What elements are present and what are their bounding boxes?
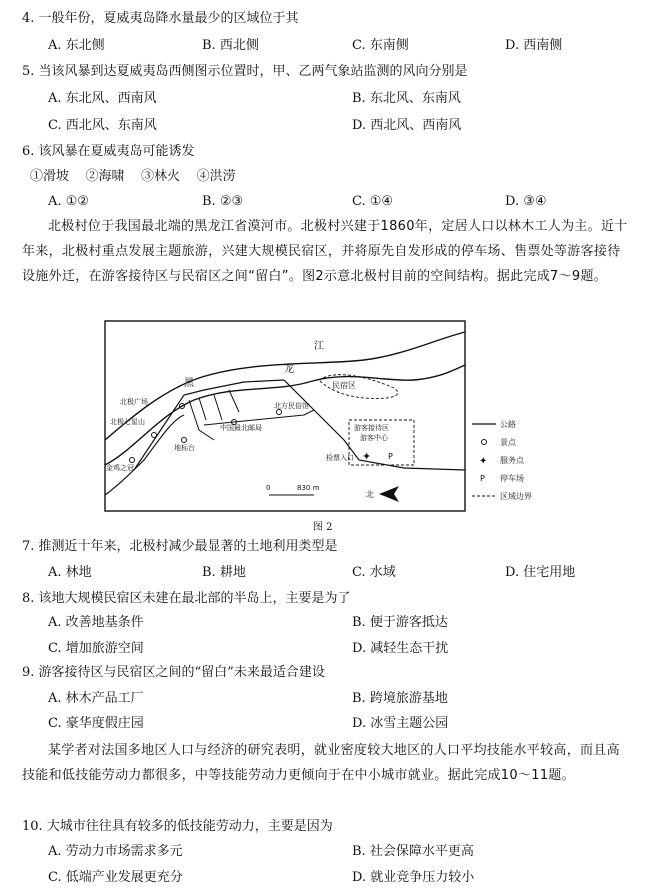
q4-option-c: C. 东南侧	[352, 38, 409, 53]
label-youke: 游客接待区	[354, 424, 389, 432]
q10-option-b: B. 社会保障水平更高	[352, 844, 474, 859]
q5-option-c: C. 西北风、东南风	[48, 118, 157, 133]
map-caption: 图 2	[313, 522, 333, 533]
q8-option-b: B. 便于游客抵达	[352, 615, 448, 630]
spot-minsuguan	[277, 410, 282, 415]
service-point-icon: ✦	[362, 450, 372, 463]
label-parking: P	[388, 452, 393, 461]
spot-dibiao	[182, 438, 187, 443]
q7-stem: 7. 推测近十年来，北极村减少最显著的土地利用类型是	[22, 539, 338, 554]
q5-option-d: D. 西北风、西南风	[352, 118, 462, 133]
q9-option-c: C. 豪华度假庄园	[48, 716, 144, 731]
label-guangchang: 北极广场	[120, 398, 148, 406]
label-dibiao: 地标台	[174, 444, 195, 452]
label-jinji: 金鸡之冠	[106, 464, 134, 472]
north-arrow-icon	[379, 486, 399, 502]
q4-option-d: D. 西南侧	[505, 38, 563, 53]
q6-stem: 6. 该风暴在夏威夷岛可能诱发	[22, 144, 195, 159]
q10-option-c: C. 低端产业发展更充分	[48, 870, 183, 885]
passage-beiji: 北极村位于我国最北端的黑龙江省漠河市。北极村兴建于1860年，定居人口以林木工人为主。近十年来，北极村重点发展主题旅游，兴建大规模民宿区，并将原先自发形成的停车场、售票处等游客接待设施外迁，在游客接待区与民宿区之间“留白”。图2示意北极村目前的空间结构。据此完成7～9题。	[22, 219, 628, 284]
q8-option-a: A. 改善地基条件	[48, 615, 144, 630]
legend-parking-icon: P	[480, 474, 485, 483]
q7-option-c: C. 水域	[352, 565, 396, 580]
legend-boundary: 区域边界	[500, 492, 532, 501]
road-grid	[189, 390, 239, 440]
q9-stem: 9. 游客接待区与民宿区之间的“留白”未来最适合建设	[22, 665, 325, 680]
north-label: 北	[366, 490, 374, 499]
q4-stem: 4. 一般年份，夏威夷岛降水量最少的区域位于其	[22, 11, 299, 26]
q9-option-d: D. 冰雪主题公园	[352, 716, 449, 731]
legend-service-icon: ✦	[479, 456, 488, 467]
legend-spot-icon	[482, 440, 487, 445]
q7-option-b: B. 耕地	[202, 565, 246, 580]
scale-label: 830 m	[297, 484, 320, 492]
q6-option-b: B. ②③	[202, 194, 244, 209]
q6-option-d: D. ③④	[505, 194, 547, 209]
q4-option-a: A. 东北侧	[48, 38, 105, 53]
q8-option-d: D. 减轻生态干扰	[352, 641, 449, 656]
label-youju: 中国最北邮局	[220, 424, 262, 432]
q10-option-a: A. 劳动力市场需求多元	[48, 844, 183, 859]
q5-option-a: A. 东北风、西南风	[48, 91, 157, 106]
q7-option-a: A. 林地	[48, 565, 92, 580]
label-qixing: 北极七星山	[110, 418, 145, 426]
q6-option-a: A. ①②	[48, 194, 89, 209]
q9-option-b: B. 跨境旅游基地	[352, 691, 448, 706]
q6-items: ①滑坡 ②海啸 ③林火 ④洪涝	[30, 169, 236, 184]
q10-option-d: D. 就业竞争压力较小	[352, 870, 475, 885]
legend-parking: 停车场	[500, 474, 524, 483]
label-minsuguan: 北方民俗馆	[274, 402, 309, 410]
label-youke-zx: 游客中心	[360, 434, 388, 442]
spot-qixing	[152, 433, 157, 438]
q6-option-c: C. ①④	[352, 194, 394, 209]
legend-spot: 景点	[500, 438, 516, 447]
q4-option-b: B. 西北侧	[202, 38, 259, 53]
q8-option-c: C. 增加旅游空间	[48, 641, 144, 656]
q8-stem: 8. 该地大规模民宿区未建在最北部的半岛上，主要是为了	[22, 591, 351, 606]
beiji-village-map	[104, 320, 644, 532]
q7-option-d: D. 住宅用地	[505, 565, 576, 580]
label-long: 龙	[284, 364, 294, 375]
legend-service: 服务点	[500, 456, 524, 465]
label-jiang: 江	[314, 341, 324, 352]
legend-road: 公路	[500, 420, 516, 429]
q9-option-a: A. 林木产品工厂	[48, 691, 144, 706]
spot-jinji	[130, 458, 135, 463]
q5-stem: 5. 当该风暴到达夏威夷岛西侧图示位置时，甲、乙两气象站监测的风向分别是	[22, 64, 468, 79]
scale-zero: 0	[266, 484, 271, 492]
q5-option-b: B. 东北风、东南风	[352, 91, 461, 106]
road-inner	[204, 410, 314, 425]
label-jianpiao: 检票入口	[326, 454, 354, 462]
label-minsu: 民宿区	[332, 381, 356, 390]
river-bank-south	[105, 365, 465, 465]
q10-stem: 10. 大城市往往具有较多的低技能劳动力，主要是因为	[22, 819, 333, 834]
label-hei: 黑	[184, 378, 194, 389]
passage-france: 某学者对法国多地区人口与经济的研究表明，就业密度较大地区的人口平均技能水平较高，而且高技能和低技能劳动力都很多，中等技能劳动力更倾向于在中小城市就业。据此完成10～11题。	[22, 743, 620, 783]
